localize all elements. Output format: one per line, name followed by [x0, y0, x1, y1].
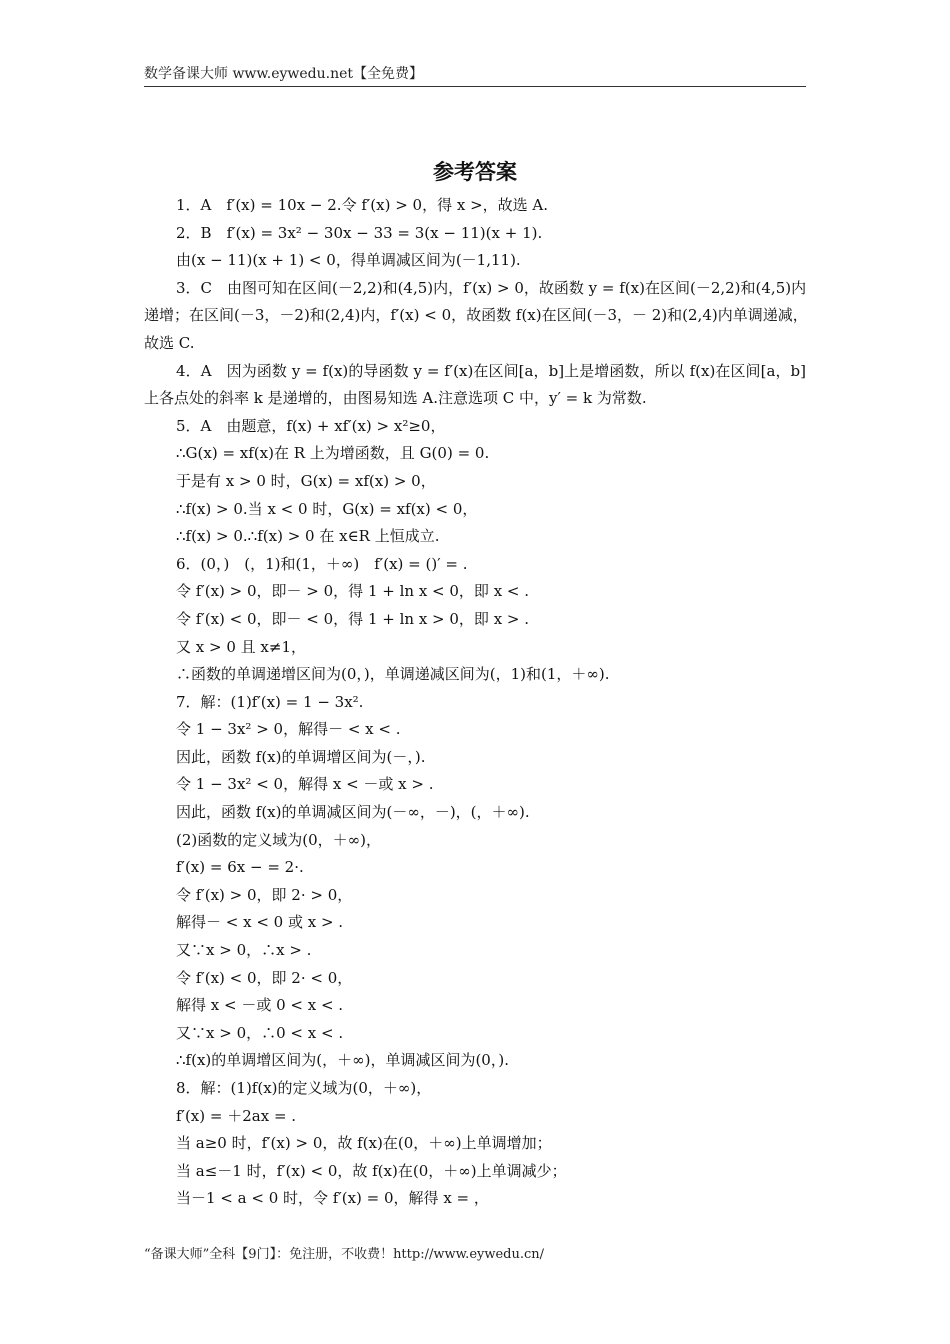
answer-line: 令 1 − 3x² < 0，解得 x < －或 x > . [176, 775, 434, 794]
answer-line: 8．解：(1)f(x)的定义域为(0，＋∞)， [176, 1079, 432, 1097]
answer-line: f′(x) = ＋2ax = . [176, 1106, 297, 1125]
answer-line: 又 x > 0 且 x≠1， [176, 637, 306, 656]
answer-line: 又∵x > 0，∴0 < x < . [176, 1023, 344, 1042]
answer-line: 又∵x > 0，∴x > . [176, 941, 312, 960]
page-footer: “备课大师”全科【9门】：免注册，不收费！http://www.eywedu.cn/ [144, 1247, 545, 1262]
answer-line: 递增；在区间(－3，－2)和(2,4)内，f′(x) < 0，故函数 f(x)在区间(－3，－ 2)和(2,4)内单调递减， [144, 306, 808, 325]
answer-line: 4．A 因为函数 y = f(x)的导函数 y = f′(x)在区间[a，b]上是增函数，所以 f(x)在区间[a，b] [176, 361, 806, 380]
answer-line: ∴函数的单调递增区间为(0，)，单调递减区间为(，1)和(1，＋∞). [176, 665, 610, 684]
answer-line: 因此，函数 f(x)的单调减区间为(－∞，－)，(，＋∞). [176, 803, 530, 822]
answer-line: 解得－ < x < 0 或 x > . [176, 913, 344, 932]
answer-line: ∴f(x)的单调增区间为(，＋∞)，单调减区间为(0，). [176, 1051, 509, 1070]
answer-line: 因此，函数 f(x)的单调增区间为(－，). [176, 747, 426, 766]
answer-line: 令 f′(x) < 0，即－ < 0，得 1 + ln x > 0，即 x > . [176, 609, 530, 628]
answer-line: 当－1 < a < 0 时，令 f′(x) = 0，解得 x = ， [176, 1189, 489, 1208]
answer-line: 令 1 − 3x² > 0，解得－ < x < . [176, 720, 401, 739]
answer-line: 令 f′(x) < 0，即 2· < 0， [176, 968, 353, 987]
answer-line: 令 f′(x) > 0，即 2· > 0， [176, 885, 353, 904]
answer-line: 5．A 由题意，f(x) + xf′(x) > x²≥0， [176, 416, 446, 435]
answer-line: (2)函数的定义域为(0，＋∞)， [176, 830, 381, 849]
answer-line: ∴f(x) > 0.∴f(x) > 0 在 x∈R 上恒成立. [176, 527, 440, 546]
header-divider [144, 86, 806, 87]
answer-line: 当 a≤－1 时，f′(x) < 0，故 f(x)在(0，＋∞)上单调减少； [176, 1161, 567, 1180]
answer-line: 于是有 x > 0 时，G(x) = xf(x) > 0， [176, 471, 436, 490]
answer-line: 当 a≥0 时，f′(x) > 0，故 f(x)在(0，＋∞)上单调增加； [176, 1134, 552, 1153]
answer-line: 1．A f′(x) = 10x − 2.令 f′(x) > 0，得 x >，故选 A. [176, 196, 549, 214]
answer-line: 故选 C. [144, 333, 195, 352]
answer-line: 上各点处的斜率 k 是递增的，由图易知选 A.注意选项 C 中，y′ = k 为常数. [144, 389, 647, 408]
answer-line: 2．B f′(x) = 3x² − 30x − 33 = 3(x − 11)(x + 1). [176, 223, 543, 242]
page-title: 参考答案 [433, 159, 517, 184]
answer-line: ∴G(x) = xf(x)在 R 上为增函数，且 G(0) = 0. [176, 444, 490, 463]
answer-line: 6．(0，) (，1)和(1，＋∞) f′(x) = ()′ = . [176, 554, 468, 573]
answer-line: ∴f(x) > 0.当 x < 0 时，G(x) = xf(x) < 0， [176, 499, 478, 518]
answer-line: f′(x) = 6x − = 2·. [176, 858, 304, 877]
answer-line: 3．C 由图可知在区间(－2,2)和(4,5)内，f′(x) > 0，故函数 y = f(x)在区间(－2,2)和(4,5)内 [176, 278, 807, 297]
answer-line: 解得 x < －或 0 < x < . [176, 996, 344, 1015]
answer-line: 7．解：(1)f′(x) = 1 − 3x². [176, 692, 364, 711]
answer-content [144, 192, 806, 1213]
page-header: 数学备课大师 www.eywedu.net【全免费】 [144, 66, 424, 82]
answer-line: 令 f′(x) > 0，即－ > 0，得 1 + ln x < 0，即 x < . [176, 582, 530, 601]
answer-line: 由(x − 11)(x + 1) < 0，得单调减区间为(－1,11). [176, 251, 521, 270]
